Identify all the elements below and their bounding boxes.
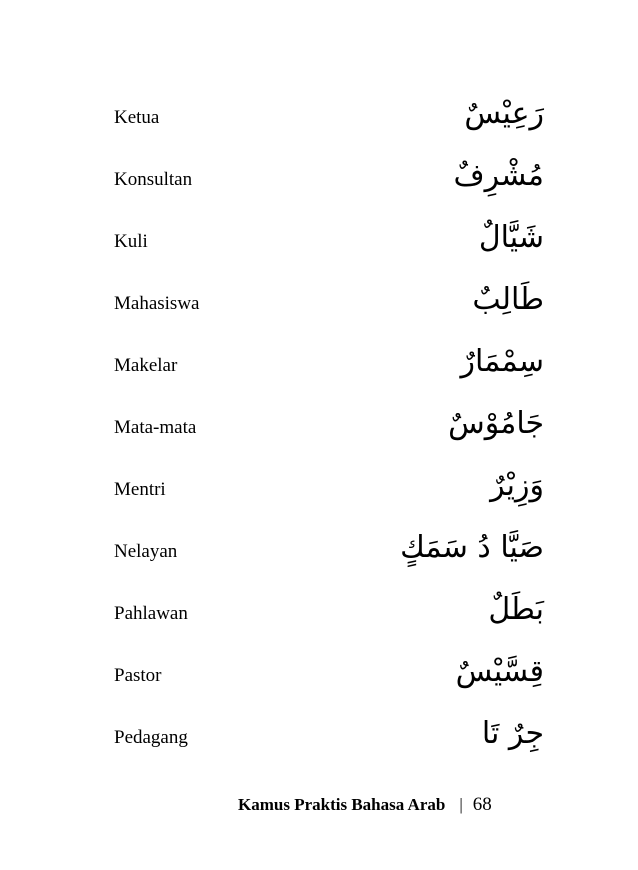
indonesian-term: Pahlawan: [114, 603, 188, 624]
footer-separator: |: [459, 795, 463, 814]
entry-row: [0, 394, 638, 456]
entry-row: [0, 84, 638, 146]
indonesian-term: Konsultan: [114, 169, 193, 190]
arabic-term: طَالِبٌ: [472, 282, 544, 317]
entry-row: [0, 704, 638, 766]
entry-row: [0, 456, 638, 518]
indonesian-term: Mata-mata: [114, 417, 197, 438]
arabic-term: جِرٌ تَا: [481, 716, 544, 751]
arabic-term: رَعِيْسٌ: [464, 96, 544, 131]
entry-row: [0, 270, 638, 332]
entry-row: [0, 208, 638, 270]
entry-list: [0, 84, 638, 766]
entry-row: [0, 580, 638, 642]
entry-row: [0, 332, 638, 394]
indonesian-term: Pedagang: [114, 727, 188, 748]
arabic-term: بَطَلٌ: [488, 592, 544, 627]
arabic-term: شَيَّالٌ: [478, 220, 544, 255]
indonesian-term: Pastor: [114, 665, 162, 686]
page-number: 68: [472, 794, 492, 815]
arabic-term: سِمْمَارٌ: [460, 344, 544, 379]
page-footer: [238, 793, 492, 817]
arabic-term: قِسَّيْسٌ: [455, 654, 544, 689]
entry-row: [0, 146, 638, 208]
indonesian-term: Mentri: [114, 479, 166, 500]
indonesian-term: Nelayan: [114, 541, 178, 562]
indonesian-term: Mahasiswa: [114, 293, 200, 314]
indonesian-term: Ketua: [114, 107, 160, 128]
entry-row: [0, 518, 638, 580]
entry-row: [0, 642, 638, 704]
arabic-term: وَزِيْرٌ: [490, 468, 544, 503]
arabic-term: جَامُوْسٌ: [448, 406, 544, 441]
indonesian-term: Makelar: [114, 355, 178, 376]
arabic-term: صَيَّا دُ سَمَكٍ: [400, 530, 544, 565]
indonesian-term: Kuli: [114, 231, 148, 252]
book-title: Kamus Praktis Bahasa Arab: [238, 795, 446, 814]
arabic-term: مُشْرِفٌ: [453, 158, 544, 193]
